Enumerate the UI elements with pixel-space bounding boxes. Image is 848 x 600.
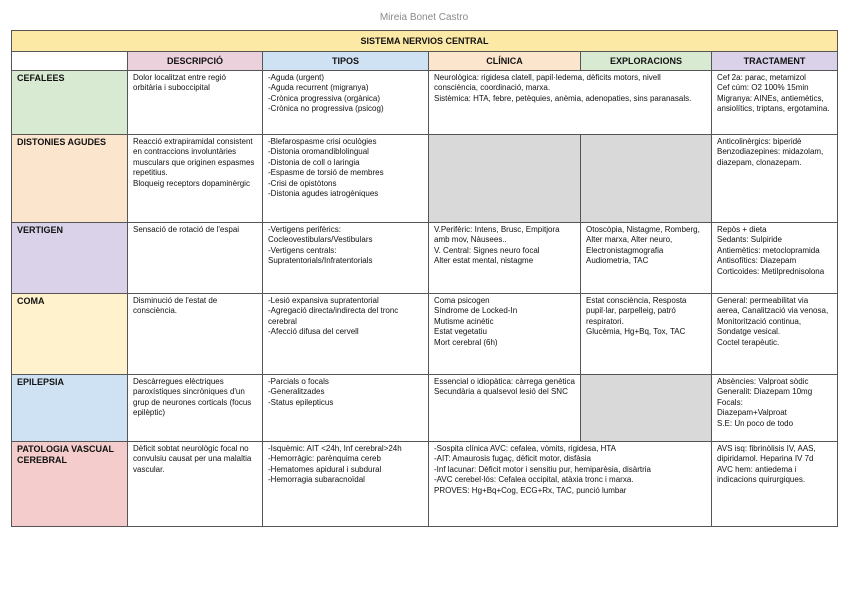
row-coma: [12, 294, 838, 375]
row-label-epilepsia: EPILEPSIA: [12, 375, 128, 442]
distonies-clinica-empty: [429, 135, 581, 223]
cefalees-clinica: Neurològica: rigidesa clatell, papil·ledema, dèficits motors, nivell consciència, coordinació, marxa. Sistèmica: HTA, febre, petèquies, anèmia, adenopaties, sins paranasals.: [429, 71, 712, 135]
vertigen-descripcio: Sensació de rotació de l'espai: [128, 223, 263, 294]
epilepsia-exploracions-empty: [581, 375, 712, 442]
epilepsia-descripcio: Descàrregues elèctriques paroxístiques sincròniques d'un grup de neurones corticals (focus epilèptic): [128, 375, 263, 442]
coma-tractament: General: permeabilitat via aerea, Canalització via venosa, Monitorització continua, Sondatge vesical. Coctel terapèutic.: [712, 294, 838, 375]
coma-descripcio: Disminució de l'estat de consciència.: [128, 294, 263, 375]
distonies-tractament: Anticolinèrgics: biperidè Benzodiazepines: midazolam, diazepam, clonazepam.: [712, 135, 838, 223]
coma-exploracions: Estat consciència, Resposta pupil·lar, parpelleig, patró respiratori. Glucèmia, Hg+Bq, Tox, TAC: [581, 294, 712, 375]
distonies-exploracions-empty: [581, 135, 712, 223]
coma-clinica: Coma psicogen Síndrome de Locked-In Mutisme acinètic Estat vegetatiu Mort cerebral (6h): [429, 294, 581, 375]
cefalees-tractament: Cef 2a: parac, metamizol Cef cúm: O2 100% 15min Migranya: AINEs, antiemètics, ansiolítics, triptans, ergotamina.: [712, 71, 838, 135]
epilepsia-clinica: Essencial o idiopàtica: càrrega genètica Secundària a qualsevol lesió del SNC: [429, 375, 581, 442]
author-name: Mireia Bonet Castro: [379, 12, 469, 23]
row-patologia: [12, 442, 838, 527]
distonies-descripcio: Reacció extrapiramidal consistent en contraccions involuntàries musculars que originen espasmes repetitius. Bloqueig receptors dopaminèrgic: [128, 135, 263, 223]
header-exploracions: EXPLORACIONS: [581, 52, 712, 71]
nervous-system-table: [11, 30, 838, 527]
row-label-patologia: PATOLOGIA VASCUAL CEREBRAL: [12, 442, 128, 527]
epilepsia-tractament: Absències: Valproat sòdic Generalit: Diazepam 10mg Focals: Diazepam+Valproat S.E: Un poco de todo: [712, 375, 838, 442]
table-title: SISTEMA NERVIOS CENTRAL: [12, 31, 838, 52]
distonies-tipos: -Blefarospasme crisi oculògies -Distonia oromandiblolingual -Distonia de coll o laringia -Espasme de torsió de membres -Crisi de opistòtons -Distonia agudes iatrogèniques: [263, 135, 429, 223]
row-label-vertigen: VERTIGEN: [12, 223, 128, 294]
header-empty: [12, 52, 128, 71]
row-label-cefalees: CEFALEES: [12, 71, 128, 135]
header-clinica: CLÍNICA: [429, 52, 581, 71]
row-label-coma: COMA: [12, 294, 128, 375]
row-cefalees: [12, 71, 838, 135]
header-descripcio: DESCRIPCIÓ: [128, 52, 263, 71]
cefalees-tipos: -Aguda (urgent) -Aguda recurrent (migranya) -Crònica progressiva (orgànica) -Crònica no progressiva (psicog): [263, 71, 429, 135]
header-tractament: TRACTAMENT: [712, 52, 838, 71]
header-tipos: TIPOS: [263, 52, 429, 71]
vertigen-tipos: -Vertigens perifèrics: Cocleovestibulars/Vestibulars -Vertigens centrals: Supratentorials/Infratentorials: [263, 223, 429, 294]
patologia-descripcio: Dèficit sobtat neurològic focal no convulsiu causat per una malaltia vascular.: [128, 442, 263, 527]
patologia-tractament: AVS isq: fibrinòlisis IV, AAS, dipiridamol. Heparina IV 7d AVC hem: antiedema i indicacions quirurgiques.: [712, 442, 838, 527]
patologia-clinica: -Sospita clínica AVC: cefalea, vòmits, rigidesa, HTA -AIT: Amaurosis fugaç, dèficit motor, disfàsia -Inf lacunar: Dèficit motor i sensitiu pur, hemiparèsia, disàrtria -AVC cerebel·lós: Cefalea occipital, atàxia tronc i marxa. PROVES: Hg+Bq+Cog, ECG+Rx, TAC, punció lumbar: [429, 442, 712, 527]
row-epilepsia: [12, 375, 838, 442]
epilepsia-tipos: -Parcials o focals -Generalitzades -Status epilepticus: [263, 375, 429, 442]
coma-tipos: -Lesió expansiva supratentorial -Agregació directa/indirecta del tronc cerebral -Afecció difusa del cervell: [263, 294, 429, 375]
row-distonies: [12, 135, 838, 223]
row-vertigen: [12, 223, 838, 294]
cefalees-descripcio: Dolor localitzat entre regió orbitària i suboccipital: [128, 71, 263, 135]
vertigen-exploracions: Otoscòpia, Nistagme, Romberg, Alter marxa, Alter neuro, Electronistagmografia Audiometria, TAC: [581, 223, 712, 294]
vertigen-clinica: V.Perifèric: Intens, Brusc, Empitjora amb mov, Nàusees.. V. Central: Signes neuro focal Alter estat mental, nistagme: [429, 223, 581, 294]
patologia-tipos: -Isquèmic: AIT <24h, Inf cerebral>24h -Hemorràgic: parènquima cereb -Hematomes apidural i subdural -Hemorragia subaracnoïdal: [263, 442, 429, 527]
vertigen-tractament: Repòs + dieta Sedants: Sulpiride Antiemètics: metoclopramida Antisofítics: Diazepam Corticoides: Metilprednisolona: [712, 223, 838, 294]
row-label-distonies: DISTONIES AGUDES: [12, 135, 128, 223]
